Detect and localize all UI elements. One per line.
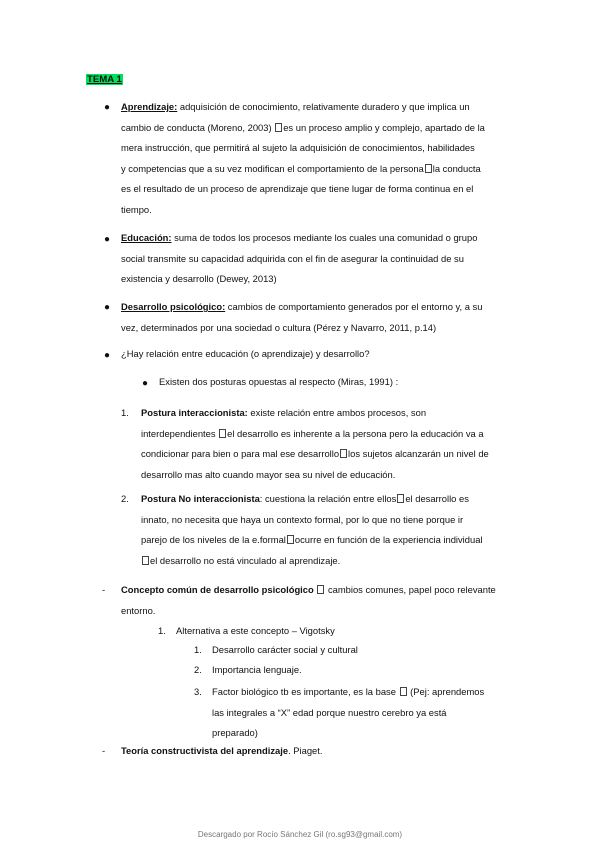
postura1-line3a: condicionar para bien o para mal ese desarrollo <box>141 448 340 459</box>
educacion-line2: social transmite su capacidad adquirida con el fin de asegurar la continuidad de su <box>121 252 464 264</box>
bullet-icon: ● <box>104 302 111 313</box>
footer-download-note: Descargado por Rocío Sánchez Gil (ro.sg93@gmail.com) <box>197 830 403 839</box>
postura2-line3a: parejo de los niveles de la e.formal <box>141 534 286 545</box>
alternativa-num: 1. <box>158 625 166 636</box>
aprendizaje-line2b: es un proceso amplio y complejo, apartado de la <box>283 121 485 133</box>
sub-item-num: 2. <box>194 664 202 675</box>
sub-item-num: 3. <box>194 686 202 697</box>
teoria-line <box>121 741 322 762</box>
sub-item-3-line2: las integrales a “X” edad porque nuestro cerebro ya está <box>212 706 447 718</box>
page-title: TEMA 1 <box>87 74 122 85</box>
postura2-term: Postura No interaccionista <box>141 493 260 504</box>
arrow-placeholder-icon <box>275 123 282 132</box>
postura1-line1: existe relación entre ambos procesos, son <box>250 407 427 418</box>
postura2-num: 2. <box>121 493 129 504</box>
aprendizaje-line5: es el resultado de un proceso de aprendizaje que tiene lugar de forma continua en el <box>121 183 474 194</box>
arrow-placeholder-icon <box>317 585 324 594</box>
aprendizaje-term: Aprendizaje: <box>121 101 178 112</box>
aprendizaje-line3: mera instrucción, que permitirá al sujeto la adquisición de conocimientos, habilidades <box>121 142 475 153</box>
concepto-term: Concepto común de desarrollo psicológico <box>121 584 314 595</box>
postura2-line4: el desarrollo no está vinculado al aprendizaje. <box>150 554 341 566</box>
postura1-line2b: el desarrollo es inherente a la persona pero la educación va a <box>227 427 484 439</box>
educacion-block <box>121 228 515 290</box>
desarrollo-term: Desarrollo psicológico: <box>121 301 226 312</box>
postura1-term: Postura interaccionista: <box>141 407 248 418</box>
bullet-icon: ● <box>104 102 111 113</box>
teoria-dash: - <box>102 745 106 756</box>
alternativa-text: Alternativa a este concepto – Vigotsky <box>176 625 335 636</box>
postura1-line3b: los sujetos alcanzarán un nivel de <box>348 448 489 459</box>
pregunta-text: ¿Hay relación entre educación (o aprendizaje) y desarrollo? <box>121 348 370 359</box>
bullet-icon: ● <box>104 350 111 361</box>
aprendizaje-line4b: la conducta <box>432 162 481 174</box>
teoria-term: Teoría constructivista del aprendizaje <box>121 745 289 756</box>
sub-item-num: 1. <box>194 644 202 655</box>
postura2-line3b: ocurre en función de la experiencia individual <box>294 534 483 545</box>
aprendizaje-block <box>121 97 515 220</box>
educacion-line1: suma de todos los procesos mediante los cuales una comunidad o grupo <box>174 232 478 243</box>
postura2-line2: innato, no necesita que haya un contexto formal, por lo que no tiene porque ir <box>141 513 464 525</box>
educacion-line3: existencia y desarrollo (Dewey, 2013) <box>121 273 277 284</box>
sub-item-text: Factor biológico tb es importante, es la base <box>212 686 396 697</box>
arrow-placeholder-icon <box>340 449 347 458</box>
postura1-line2a: interdependientes <box>141 427 216 439</box>
arrow-placeholder-icon <box>397 494 404 503</box>
arrow-placeholder-icon <box>219 429 226 438</box>
sub-item-3-line3: preparado) <box>212 727 258 738</box>
desarrollo-block <box>121 297 515 338</box>
teoria-rest: . Piaget. <box>288 745 323 756</box>
postura1-num: 1. <box>121 407 129 418</box>
postura1-block <box>141 403 515 485</box>
desarrollo-line1: cambios de comportamiento generados por el entorno y, a su <box>227 301 483 312</box>
aprendizaje-line1: adquisición de conocimiento, relativamente duradero y que implica un <box>179 101 470 112</box>
sub-item-text: Importancia lenguaje. <box>212 664 302 675</box>
sub-item-text: Desarrollo carácter social y cultural <box>212 644 358 655</box>
postura2-block <box>141 489 515 571</box>
sub-item-3b: (Pej: aprendemos <box>410 686 485 697</box>
postura1-line4: desarrollo mas alto cuando mayor sea su nivel de educación. <box>141 468 396 480</box>
postura2-line1: : cuestiona la relación entre ellos <box>259 493 397 504</box>
sub-item-3-block <box>212 682 515 744</box>
arrow-placeholder-icon <box>287 535 294 544</box>
arrow-placeholder-icon <box>400 687 407 696</box>
concepto-line1: cambios comunes, papel poco relevante <box>327 584 496 595</box>
concepto-dash: - <box>102 584 106 595</box>
aprendizaje-line2a: cambio de conducta (Moreno, 2003) <box>121 121 272 133</box>
desarrollo-line2: vez, determinados por una sociedad o cultura (Pérez y Navarro, 2011, p.14) <box>121 321 437 333</box>
concepto-block <box>121 580 515 621</box>
bullet-icon: ● <box>142 378 149 389</box>
pregunta-sub: Existen dos posturas opuestas al respecto (Miras, 1991) : <box>159 376 399 387</box>
bullet-icon: ● <box>104 234 111 245</box>
postura2-line1b: el desarrollo es <box>405 493 469 504</box>
aprendizaje-line6: tiempo. <box>121 203 152 215</box>
arrow-placeholder-icon <box>425 164 432 173</box>
concepto-line2: entorno. <box>121 604 156 616</box>
aprendizaje-line4a: y competencias que a su vez modifican el comportamiento de la persona <box>121 162 424 174</box>
arrow-placeholder-icon <box>142 556 149 565</box>
educacion-term: Educación: <box>121 232 172 243</box>
